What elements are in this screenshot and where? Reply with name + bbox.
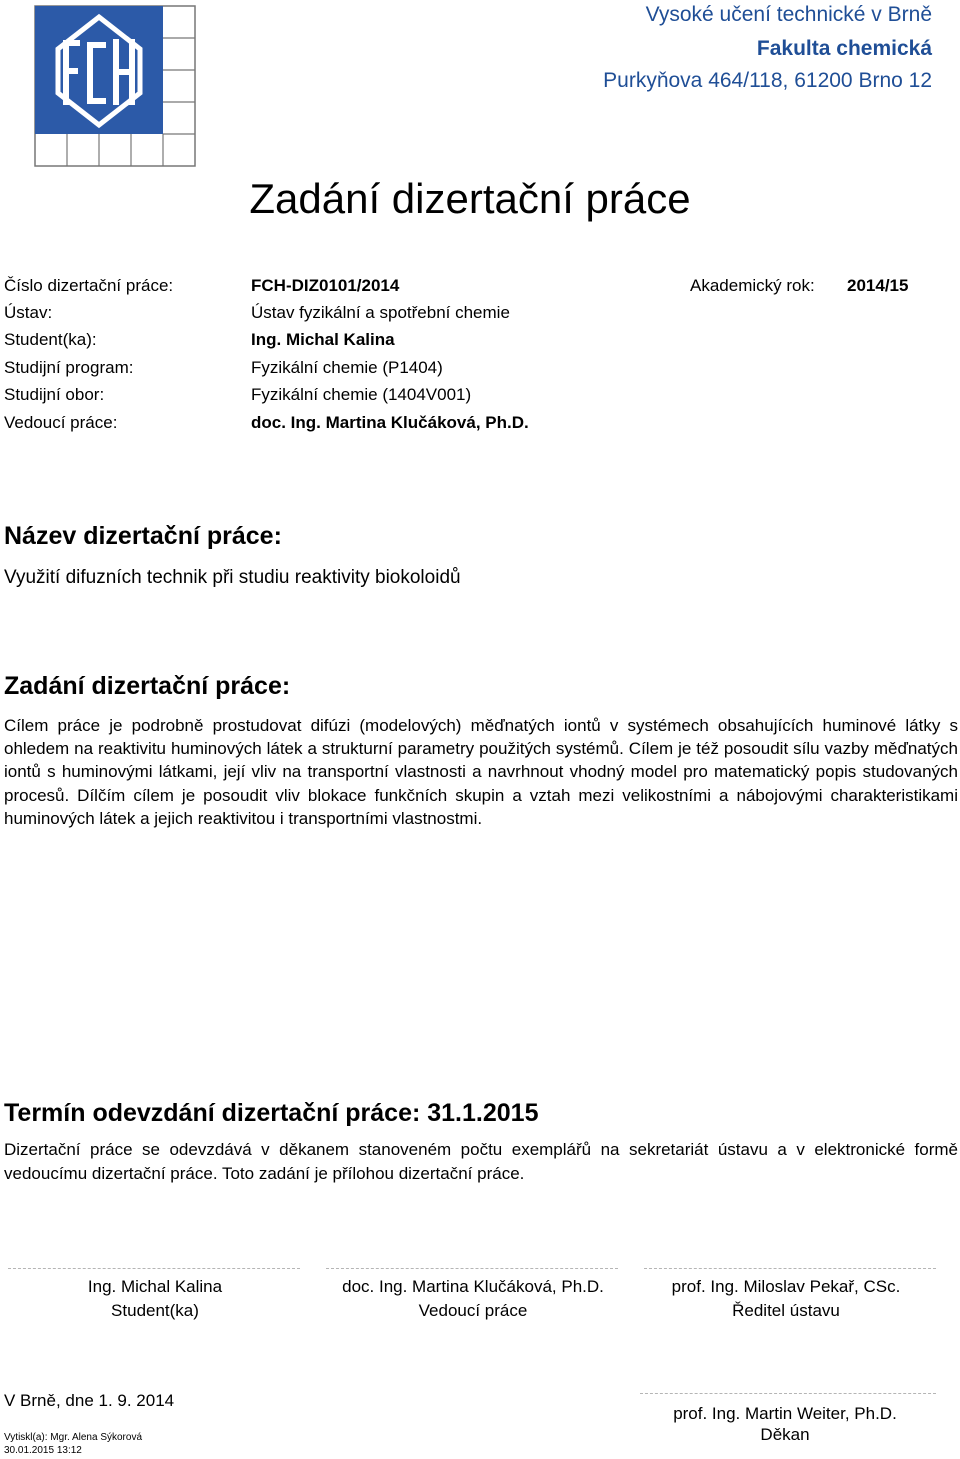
signature-name-dean: prof. Ing. Martin Weiter, Ph.D. [673, 1404, 897, 1423]
signature-line-dean [640, 1393, 936, 1394]
program-value: Fyzikální chemie (P1404) [251, 358, 443, 377]
signature-name-supervisor: doc. Ing. Martina Klučáková, Ph.D. [342, 1277, 604, 1296]
signature-name-student: Ing. Michal Kalina [87, 1277, 223, 1296]
academic-year-value: 2014/15 [847, 276, 909, 295]
supervisor-value: doc. Ing. Martina Klučáková, Ph.D. [251, 413, 529, 432]
signature-line-student [8, 1268, 300, 1269]
program-label: Studijní program: [4, 358, 134, 377]
deadline-heading: Termín odevzdání dizertační práce: 31.1.2015 [4, 1099, 539, 1127]
faculty-address: Purkyňova 464/118, 61200 Brno 12 [603, 69, 932, 92]
academic-year-label: Akademický rok: [690, 276, 815, 295]
fch-logo-icon [34, 5, 196, 167]
thesis-name-heading: Název dizertační práce: [4, 522, 282, 550]
print-timestamp: 30.01.2015 13:12 [4, 1445, 82, 1456]
faculty-name: Fakulta chemická [756, 37, 932, 60]
assignment-heading: Zadání dizertační práce: [4, 672, 291, 700]
institution-name: Vysoké učení technické v Brně [645, 3, 932, 26]
assignment-text: Cílem práce je podrobně prostudovat difúzi (modelových) měďnatých iontů v systémech obsahujících huminové látky s ohledem na reaktivitu huminových látek a strukturní parametry použitých systémů. Cílem je též posoudit sílu vazby měďnatých iontů s huminovými látkami, její vliv na transportní vlastnosti a navrhnout vhodný model pro matematický popis studovaných procesů. Dílčím cílem je posoudit vliv blokace funkčních skupin a vztah mezi velikostními a nábojovými charakteristikami huminových látek a jejich reaktivitou i transportními vlastnostmi. [4, 716, 958, 828]
supervisor-label: Vedoucí práce: [4, 413, 118, 432]
signature-name-director: prof. Ing. Miloslav Pekař, CSc. [671, 1277, 901, 1296]
field-value: Fyzikální chemie (1404V001) [251, 385, 472, 404]
student-label: Student(ka): [4, 330, 97, 349]
signature-line-director [644, 1268, 936, 1269]
signature-line-supervisor [326, 1268, 618, 1269]
student-value: Ing. Michal Kalina [251, 330, 395, 349]
signature-role-supervisor: Vedoucí práce [418, 1301, 528, 1320]
signature-role-director: Ředitel ústavu [732, 1301, 840, 1320]
number-label: Číslo dizertační práce: [4, 276, 174, 295]
faculty-logo [34, 5, 196, 167]
signature-role-student: Student(ka) [111, 1301, 199, 1320]
institute-value: Ústav fyzikální a spotřební chemie [251, 303, 510, 322]
deadline-text: Dizertační práce se odevzdává v děkanem stanoveném počtu exemplářů na sekretariát ústavu a v elektronické formě vedoucímu dizertační práce. Toto zadání je přílohou dizertační práce. [4, 1140, 958, 1183]
place-and-date: V Brně, dne 1. 9. 2014 [4, 1391, 175, 1410]
document-title: Zadání dizertační práce [249, 175, 691, 222]
field-label: Studijní obor: [4, 385, 105, 404]
printed-by: Vytiskl(a): Mgr. Alena Sýkorová [4, 1432, 143, 1443]
number-value: FCH-DIZ0101/2014 [251, 276, 400, 295]
institute-label: Ústav: [4, 303, 53, 322]
signature-role-dean: Děkan [760, 1425, 810, 1444]
thesis-name-value: Využití difuzních technik při studiu reaktivity biokoloidů [4, 567, 461, 588]
